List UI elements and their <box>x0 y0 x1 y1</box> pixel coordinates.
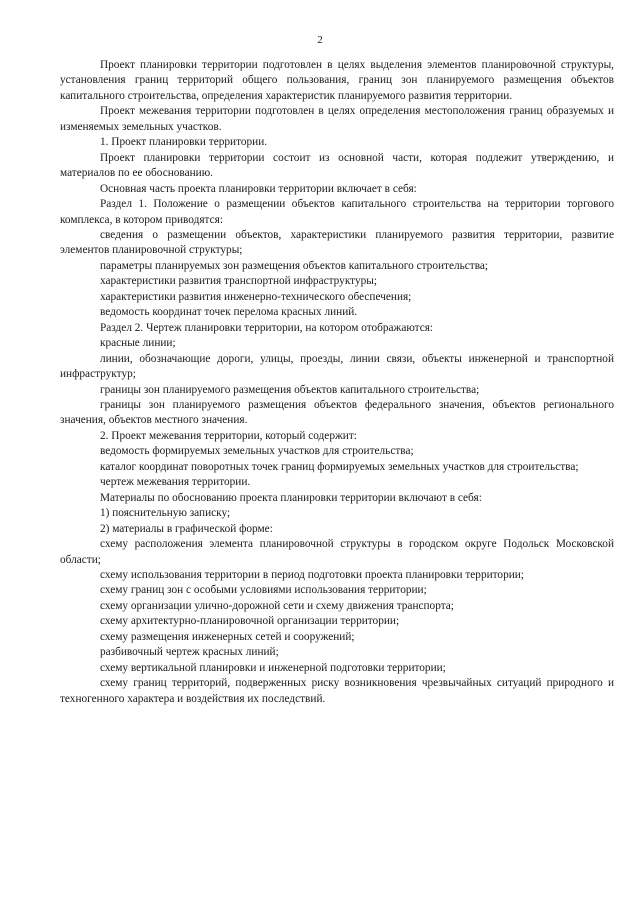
list-item: линии, обозначающие дороги, улицы, проезды, линии связи, объекты инженерной и транспортной инфраструктур; <box>60 352 614 381</box>
list-item: чертеж межевания территории. <box>100 476 251 489</box>
page-number: 2 <box>317 34 323 46</box>
paragraph: Раздел 1. Положение о размещении объектов капитального строительства на территории торгового комплекса, в котором приводятся: <box>60 198 614 226</box>
list-item: каталог координат поворотных точек границ формируемых земельных участков для строительства; <box>100 460 579 473</box>
list-item: схему организации улично-дорожной сети и схему движения транспорта; <box>100 599 454 612</box>
list-item: параметры планируемых зон размещения объектов капитального строительства; <box>100 259 489 272</box>
list-item: 2) материалы в графической форме: <box>100 522 273 535</box>
list-item: характеристики развития транспортной инфраструктуры; <box>100 275 377 288</box>
section-heading: 2. Проект межевания территории, который содержит: <box>100 429 357 442</box>
section-heading: 1. Проект планировки территории. <box>100 136 268 149</box>
list-item: разбивочный чертеж красных линий; <box>100 646 279 659</box>
list-item: схему вертикальной планировки и инженерной подготовки территории; <box>100 661 446 674</box>
list-item: схему размещения инженерных сетей и сооружений; <box>100 630 355 643</box>
list-item: красные линии; <box>100 337 176 350</box>
list-item: схему архитектурно-планировочной организации территории; <box>100 615 400 628</box>
list-item: границы зон планируемого размещения объектов федерального значения, объектов регионального значения, объектов местного значения. <box>60 398 614 427</box>
list-item: схему использования территории в период подготовки проекта планировки территории; <box>100 568 524 581</box>
paragraph: Проект планировки территории состоит из основной части, которая подлежит утверждению, и материалов по ее обоснованию. <box>60 151 614 180</box>
paragraph: Раздел 2. Чертеж планировки территории, на котором отображаются: <box>100 321 434 334</box>
list-item: сведения о размещении объектов, характеристики планируемого развития территории, развитие элементов планировочной структуры; <box>60 228 614 257</box>
list-item: схему расположения элемента планировочной структуры в городском округе Подольск Московской области; <box>60 538 614 566</box>
list-item: характеристики развития инженерно-технического обеспечения; <box>100 290 412 303</box>
list-item: схему границ зон с особыми условиями использования территории; <box>100 584 427 597</box>
paragraph: Основная часть проекта планировки территории включает в себя: <box>100 182 417 195</box>
paragraph: Материалы по обоснованию проекта планировки территории включают в себя: <box>100 491 482 504</box>
paragraph: Проект планировки территории подготовлен в целях выделения элементов планировочной структуры, установления границ территорий общего пользования, границ зон планируемого размещения объектов капитального строительства, определения характеристик планируемого развития территории. <box>60 59 614 102</box>
list-item: ведомость координат точек перелома красных линий. <box>100 306 358 319</box>
list-item: ведомость формируемых земельных участков для строительства; <box>100 445 414 458</box>
list-item: схему границ территорий, подверженных риску возникновения чрезвычайных ситуаций природного и техногенного характера и воздействия их последствий. <box>60 677 614 705</box>
list-item: границы зон планируемого размещения объектов капитального строительства; <box>100 383 480 396</box>
document-body <box>60 58 614 707</box>
paragraph: Проект межевания территории подготовлен в целях определения местоположения границ образуемых и изменяемых земельных участков. <box>60 105 614 133</box>
list-item: 1) пояснительную записку; <box>100 507 231 520</box>
